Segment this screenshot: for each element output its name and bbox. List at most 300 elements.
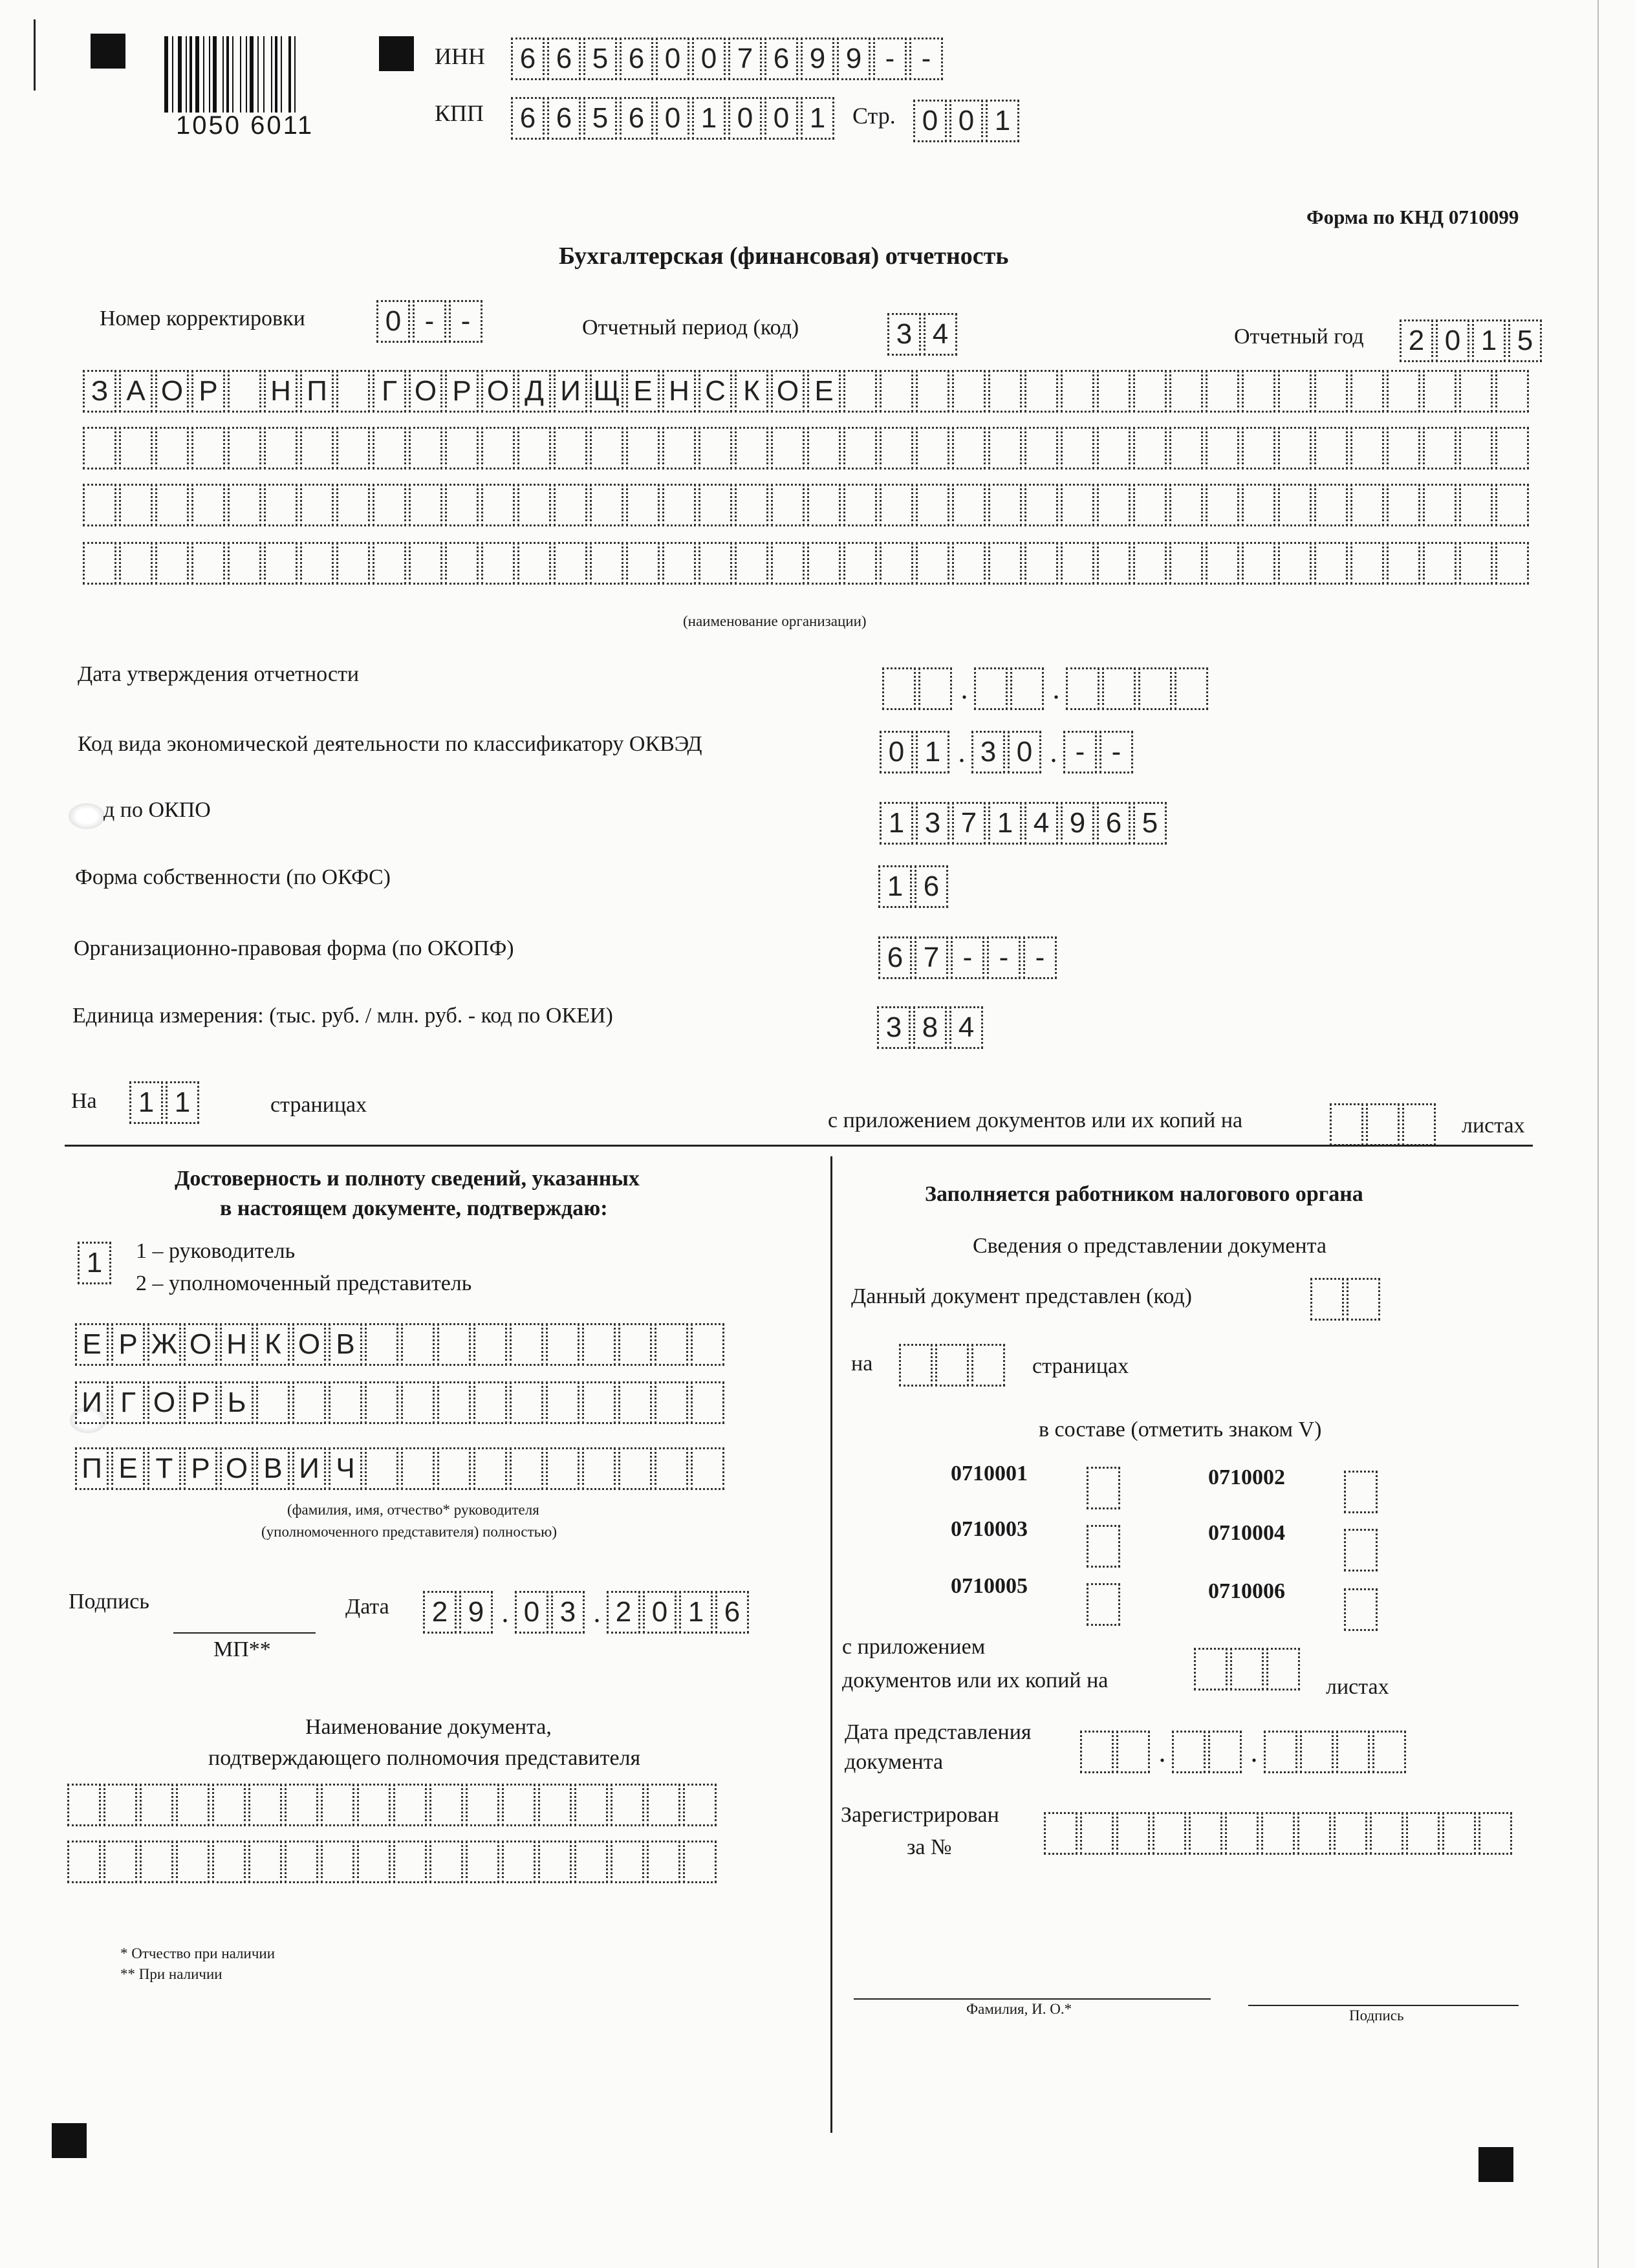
char-cell	[647, 1841, 680, 1883]
char-cell	[647, 1784, 680, 1826]
char-cell	[409, 542, 442, 585]
char-cell	[155, 427, 189, 470]
char-cell: И	[75, 1381, 109, 1424]
char-cell	[582, 1381, 616, 1424]
char-cell: К	[256, 1323, 290, 1366]
char-cell: Н	[662, 370, 696, 413]
char-cell	[481, 542, 515, 585]
char-cell	[1423, 542, 1456, 585]
char-cell: О	[220, 1447, 254, 1490]
barcode-bar	[257, 36, 259, 113]
char-cell	[1169, 542, 1203, 585]
approval-date-cells[interactable]	[882, 667, 1211, 710]
char-cell	[285, 1784, 318, 1826]
char-cell: 0	[1436, 319, 1469, 362]
char-cell	[807, 427, 841, 470]
right-attach-line-2: документов или их копий на	[842, 1669, 1109, 1692]
char-cell	[582, 1447, 616, 1490]
name-cells[interactable]	[75, 1381, 727, 1424]
footnote-2: ** При наличии	[120, 1966, 222, 1982]
char-cell	[176, 1841, 210, 1883]
section-divider-vertical	[830, 1156, 832, 2133]
attachments-suffix: листах	[1462, 1114, 1525, 1138]
char-cell	[119, 484, 153, 526]
char-cell	[952, 370, 986, 413]
char-cell	[466, 1841, 499, 1883]
char-cell	[1300, 1731, 1334, 1773]
org-name-row-4[interactable]	[83, 542, 1532, 585]
char-cell	[1372, 1731, 1406, 1773]
char-cell	[292, 1381, 326, 1424]
char-cell	[103, 1841, 137, 1883]
char-cell	[401, 1323, 435, 1366]
char-cell: Ж	[147, 1323, 181, 1366]
signer-option-1: 1 – руководитель	[136, 1239, 296, 1263]
char-cell: Е	[111, 1447, 145, 1490]
char-cell: 5	[1508, 319, 1542, 362]
submit-date-line-1: Дата представления	[845, 1720, 1032, 1744]
char-cell	[445, 484, 479, 526]
pages-cells[interactable]	[129, 1081, 202, 1124]
signature-label: Подпись	[69, 1590, 149, 1614]
char-cell	[473, 1381, 507, 1424]
barcode-bar	[275, 36, 277, 113]
char-cell: Ч	[329, 1447, 362, 1490]
char-cell: 5	[583, 97, 617, 140]
char-cell	[1206, 484, 1239, 526]
char-cell	[300, 427, 334, 470]
char-cell	[590, 542, 623, 585]
char-cell	[437, 1381, 471, 1424]
char-cell	[401, 1447, 435, 1490]
inspector-sign-caption: Подпись	[1349, 2007, 1404, 2024]
char-cell	[437, 1323, 471, 1366]
submit-date-line-2: документа	[845, 1750, 944, 1774]
char-cell	[321, 1784, 354, 1826]
char-cell	[473, 1447, 507, 1490]
doc-name-row-2[interactable]	[67, 1841, 719, 1883]
char-cell: 6	[878, 936, 912, 979]
char-cell	[1278, 484, 1312, 526]
submit-date-cells[interactable]	[1080, 1731, 1409, 1773]
surname-cells[interactable]	[75, 1323, 727, 1366]
char-cell	[618, 1381, 652, 1424]
period-cells[interactable]	[887, 313, 960, 356]
okpo-cells[interactable]	[880, 802, 1169, 845]
registered-number-cells[interactable]	[1044, 1812, 1515, 1855]
right-attach-suffix: листах	[1326, 1675, 1389, 1699]
char-cell: Н	[220, 1323, 254, 1366]
char-cell	[1310, 1278, 1344, 1321]
char-cell: 1	[129, 1081, 163, 1124]
char-cell: О	[184, 1323, 217, 1366]
char-cell	[1138, 667, 1172, 710]
char-cell	[882, 667, 916, 710]
page-label: Стр.	[852, 103, 896, 129]
char-cell: 1	[916, 731, 949, 773]
char-cell: 0	[656, 38, 689, 80]
char-cell	[1102, 667, 1136, 710]
char-cell: П	[300, 370, 334, 413]
char-cell	[1442, 1812, 1476, 1855]
char-cell	[554, 542, 587, 585]
code-0710002: 0710002	[1208, 1465, 1285, 1489]
char-cell	[1061, 427, 1094, 470]
char-cell: Е	[75, 1323, 109, 1366]
char-cell	[445, 427, 479, 470]
char-cell	[517, 427, 551, 470]
char-cell	[1336, 1731, 1370, 1773]
correction-cells[interactable]	[376, 300, 485, 343]
char-cell	[918, 667, 952, 710]
char-cell	[1133, 427, 1167, 470]
char-cell: 6	[547, 97, 581, 140]
char-cell	[662, 542, 696, 585]
doc-heading-2: подтверждающего полномочия представителя	[208, 1746, 641, 1770]
char-cell	[191, 542, 225, 585]
char-cell: -	[413, 300, 446, 343]
char-cell	[473, 1323, 507, 1366]
kpp-cells[interactable]	[511, 97, 837, 140]
code-0710005: 0710005	[951, 1574, 1028, 1598]
checkbox-0710006[interactable]	[1344, 1588, 1378, 1631]
char-cell: 0	[656, 97, 689, 140]
char-cell: 2	[423, 1591, 457, 1634]
okved-label: Код вида экономической деятельности по классификатору ОКВЭД	[78, 732, 702, 756]
char-cell	[1387, 370, 1420, 413]
okfs-cells[interactable]	[878, 865, 951, 908]
signer-code-cell[interactable]	[78, 1242, 114, 1284]
char-cell	[481, 484, 515, 526]
page-cells[interactable]	[913, 100, 1022, 142]
char-cell	[517, 484, 551, 526]
char-cell: Р	[191, 370, 225, 413]
char-cell	[1278, 542, 1312, 585]
char-cell	[1495, 427, 1529, 470]
char-cell: 3	[551, 1591, 585, 1634]
char-cell: И	[292, 1447, 326, 1490]
char-cell: Р	[184, 1381, 217, 1424]
char-cell: О	[147, 1381, 181, 1424]
char-cell	[546, 1447, 579, 1490]
char-cell: 1	[1472, 319, 1506, 362]
char-cell	[880, 370, 913, 413]
char-cell: 0	[880, 731, 913, 773]
code-0710003: 0710003	[951, 1517, 1028, 1541]
char-cell	[988, 484, 1022, 526]
doc-name-row-1[interactable]	[67, 1784, 719, 1826]
char-cell	[365, 1381, 398, 1424]
char-cell: 1	[878, 865, 912, 908]
char-cell	[67, 1841, 101, 1883]
char-cell	[1024, 370, 1058, 413]
char-cell: 1	[679, 1591, 713, 1634]
char-cell	[393, 1784, 427, 1826]
char-cell	[264, 427, 298, 470]
inn-cells[interactable]	[511, 38, 946, 80]
fio-caption-2: (уполномоченного представителя) полностью)	[261, 1524, 557, 1540]
char-cell	[1206, 542, 1239, 585]
char-cell	[1189, 1812, 1222, 1855]
char-cell	[228, 542, 261, 585]
char-cell	[582, 1323, 616, 1366]
char-cell	[510, 1323, 543, 1366]
char-cell	[191, 427, 225, 470]
char-cell	[437, 1447, 471, 1490]
registered-line-1: Зарегистрирован	[841, 1803, 999, 1827]
char-cell	[1206, 370, 1239, 413]
char-cell	[735, 542, 768, 585]
char-cell	[974, 667, 1008, 710]
char-cell	[1314, 542, 1348, 585]
char-cell	[336, 370, 370, 413]
right-heading: Заполняется работником налогового органа	[925, 1182, 1363, 1206]
char-cell	[1495, 484, 1529, 526]
char-cell: Р	[445, 370, 479, 413]
char-cell: 1	[988, 802, 1022, 845]
char-cell: 6	[764, 38, 798, 80]
char-cell	[698, 427, 732, 470]
section-divider-horizontal	[65, 1145, 1533, 1147]
barcode-bar	[226, 36, 229, 113]
date-label: Дата	[345, 1595, 389, 1619]
barcode-bar	[271, 36, 272, 113]
char-cell	[1097, 542, 1131, 585]
char-cell	[1080, 1731, 1114, 1773]
char-cell	[429, 1841, 463, 1883]
char-cell: 4	[949, 1006, 983, 1049]
char-cell	[916, 484, 949, 526]
char-cell	[1133, 542, 1167, 585]
checkbox-0710001[interactable]	[1087, 1467, 1120, 1509]
barcode	[163, 36, 331, 114]
char-cell	[971, 1344, 1005, 1387]
char-cell	[546, 1381, 579, 1424]
char-cell	[618, 1323, 652, 1366]
pages-prefix: На	[71, 1089, 97, 1113]
char-cell	[228, 427, 261, 470]
okved-cells[interactable]: 0 1 . 3 0 . - -	[880, 731, 1136, 773]
composition-label: в составе (отметить знаком V)	[1039, 1418, 1322, 1442]
right-attach-cells[interactable]	[1194, 1648, 1303, 1690]
char-cell	[176, 1784, 210, 1826]
barcode-bar	[294, 36, 296, 113]
char-cell	[691, 1381, 724, 1424]
char-cell	[83, 542, 116, 585]
barcode-bar	[213, 36, 217, 113]
char-cell: -	[449, 300, 482, 343]
char-cell	[119, 427, 153, 470]
char-cell	[574, 1841, 608, 1883]
char-cell	[771, 427, 805, 470]
char-cell: 3	[916, 802, 949, 845]
year-cells[interactable]	[1400, 319, 1544, 362]
char-cell	[618, 1447, 652, 1490]
char-cell	[1116, 1731, 1150, 1773]
char-cell: 0	[728, 97, 762, 140]
date-separator: .	[1052, 673, 1060, 705]
char-cell	[1261, 1812, 1295, 1855]
char-cell: 6	[620, 97, 653, 140]
pages-suffix: страницах	[270, 1093, 367, 1117]
footnote-1: * Отчество при наличии	[120, 1945, 276, 1961]
char-cell	[916, 542, 949, 585]
char-cell: 8	[913, 1006, 947, 1049]
org-name-row-3[interactable]	[83, 484, 1532, 526]
char-cell	[590, 427, 623, 470]
char-cell: 2	[607, 1591, 640, 1634]
char-cell	[83, 484, 116, 526]
char-cell: 4	[1024, 802, 1058, 845]
char-cell	[1495, 542, 1529, 585]
presented-cells[interactable]	[1310, 1278, 1383, 1321]
signature-line	[173, 1632, 316, 1634]
char-cell	[1423, 427, 1456, 470]
char-cell	[83, 427, 116, 470]
org-name-row-1[interactable]	[83, 370, 1532, 413]
barcode-bar	[263, 36, 265, 113]
char-cell	[357, 1784, 391, 1826]
char-cell: 0	[949, 100, 983, 142]
char-cell	[336, 484, 370, 526]
char-cell: 5	[583, 38, 617, 80]
barcode-bar	[164, 36, 168, 113]
char-cell	[807, 484, 841, 526]
char-cell	[1370, 1812, 1403, 1855]
char-cell: 7	[952, 802, 986, 845]
char-cell	[1172, 1731, 1206, 1773]
char-cell	[466, 1784, 499, 1826]
char-cell: -	[951, 936, 984, 979]
char-cell: 7	[915, 936, 948, 979]
char-cell	[429, 1784, 463, 1826]
char-cell	[1495, 370, 1529, 413]
char-cell	[662, 484, 696, 526]
char-cell	[264, 542, 298, 585]
char-cell	[988, 370, 1022, 413]
char-cell: 0	[376, 300, 410, 343]
char-cell: 0	[913, 100, 947, 142]
checkbox-0710002[interactable]	[1344, 1471, 1378, 1513]
on-label: на	[851, 1352, 873, 1376]
checkbox-0710003[interactable]	[1087, 1525, 1120, 1568]
char-cell	[1097, 427, 1131, 470]
char-cell	[1097, 370, 1131, 413]
char-cell: 9	[1061, 802, 1094, 845]
char-cell: 1	[880, 802, 913, 845]
char-cell	[843, 427, 877, 470]
char-cell	[691, 1447, 724, 1490]
char-cell	[510, 1381, 543, 1424]
char-cell	[1153, 1812, 1186, 1855]
char-cell: 6	[547, 38, 581, 80]
sign-date-cells[interactable]: 2 9 . 0 3 . 2 0 1 6	[423, 1591, 752, 1634]
char-cell: О	[155, 370, 189, 413]
char-cell	[1169, 427, 1203, 470]
form-code: Форма по КНД 0710099	[1306, 206, 1519, 228]
org-name-caption: (наименование организации)	[683, 613, 867, 629]
char-cell: Ь	[220, 1381, 254, 1424]
char-cell	[300, 542, 334, 585]
char-cell	[285, 1841, 318, 1883]
char-cell: 7	[728, 38, 762, 80]
char-cell	[1330, 1103, 1363, 1146]
inspector-sign-line	[1248, 2005, 1519, 2006]
char-cell: -	[1099, 731, 1133, 773]
barcode-bar	[172, 36, 173, 113]
barcode-image	[163, 36, 331, 113]
char-cell	[300, 484, 334, 526]
char-cell	[1278, 370, 1312, 413]
checkbox-0710004[interactable]	[1344, 1529, 1378, 1571]
char-cell: -	[1023, 936, 1057, 979]
patronymic-cells[interactable]	[75, 1447, 727, 1490]
char-cell: Т	[147, 1447, 181, 1490]
scan-edge-mark	[34, 19, 36, 91]
right-pages-label: страницах	[1032, 1354, 1129, 1378]
char-cell	[1194, 1648, 1228, 1690]
char-cell	[409, 427, 442, 470]
mp-label: МП**	[213, 1637, 271, 1661]
char-cell: -	[1063, 731, 1097, 773]
org-name-row-2[interactable]	[83, 427, 1532, 470]
char-cell	[212, 1784, 246, 1826]
code-0710006: 0710006	[1208, 1579, 1285, 1603]
okopf-cells[interactable]	[878, 936, 1059, 979]
char-cell	[683, 1784, 717, 1826]
char-cell	[1061, 370, 1094, 413]
char-cell	[1350, 427, 1384, 470]
okopf-label: Организационно-правовая форма (по ОКОПФ)	[74, 936, 514, 960]
char-cell: 1	[986, 100, 1019, 142]
char-cell: -	[987, 936, 1021, 979]
char-cell: И	[554, 370, 587, 413]
kpp-label: КПП	[435, 100, 484, 126]
char-cell	[264, 484, 298, 526]
doc-heading-1: Наименование документа,	[305, 1715, 552, 1739]
char-cell	[373, 542, 406, 585]
char-cell	[1478, 1812, 1512, 1855]
right-attach-line-1: с приложением	[842, 1635, 986, 1659]
char-cell	[655, 1323, 688, 1366]
char-cell	[365, 1323, 398, 1366]
char-cell	[1024, 484, 1058, 526]
char-cell	[916, 370, 949, 413]
char-cell	[843, 542, 877, 585]
barcode-bar	[232, 36, 233, 113]
char-cell	[988, 542, 1022, 585]
char-cell	[321, 1841, 354, 1883]
right-pages-cells[interactable]	[899, 1344, 1008, 1387]
char-cell: 0	[643, 1591, 677, 1634]
checkbox-0710005[interactable]	[1087, 1583, 1120, 1626]
char-cell	[590, 484, 623, 526]
okei-cells[interactable]	[877, 1006, 986, 1049]
char-cell: 0	[692, 38, 726, 80]
char-cell	[502, 1784, 536, 1826]
date-separator: .	[1250, 1736, 1258, 1768]
char-cell	[1387, 542, 1420, 585]
char-cell	[248, 1841, 282, 1883]
char-cell: 3	[887, 313, 921, 356]
fio-caption-1: (фамилия, имя, отчество* руководителя	[287, 1502, 539, 1518]
attachments-cells[interactable]	[1330, 1103, 1438, 1146]
char-cell	[807, 542, 841, 585]
char-cell: 9	[801, 38, 834, 80]
char-cell	[191, 484, 225, 526]
code-0710001: 0710001	[951, 1462, 1028, 1485]
char-cell	[1169, 370, 1203, 413]
